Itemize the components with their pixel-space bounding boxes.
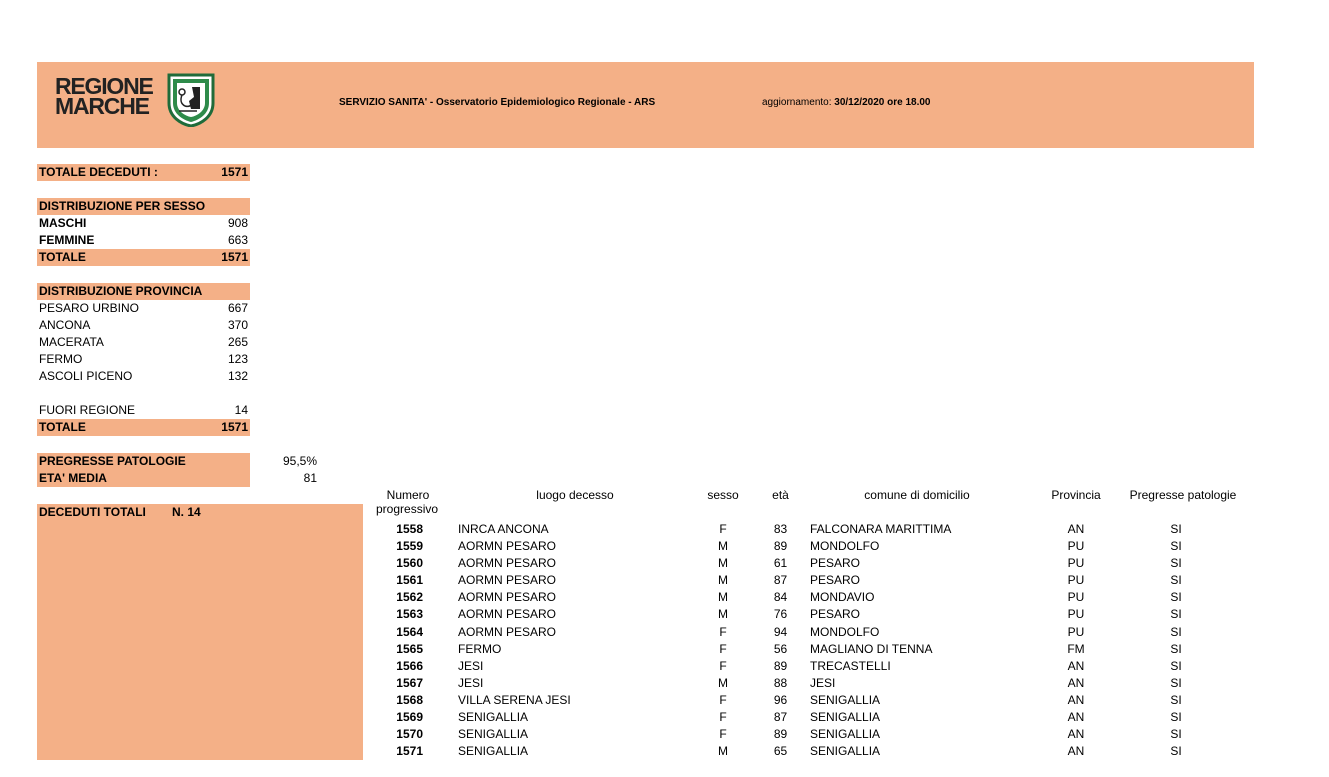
header-comune: comune di domicilio [864,488,970,502]
cell-comune: MONDAVIO [810,590,875,604]
cell-sesso: F [719,710,727,724]
cell-provincia: PU [1067,590,1085,604]
cell-numero: 1562 [396,590,423,604]
cell-patologie: SI [1170,556,1182,570]
cell-patologie: SI [1170,607,1182,621]
provincia-row [37,334,250,351]
cell-eta: 76 [773,607,788,621]
table-row [363,743,1263,760]
cell-numero: 1560 [396,556,423,570]
provincia-value: 370 [227,318,248,332]
provincia-totale-value: 1571 [221,420,248,434]
cell-provincia: AN [1067,676,1085,690]
pregresse-value: 95,5% [282,454,317,468]
table-row [363,624,1263,641]
cell-comune: SENIGALLIA [810,727,881,741]
service-title: SERVIZIO SANITA' - Osservatorio Epidemiologico Regionale - ARS [339,97,656,108]
provincia-label: ASCOLI PICENO [39,369,133,383]
cell-comune: SENIGALLIA [810,693,881,707]
cell-patologie: SI [1170,659,1182,673]
table-row [363,521,1263,538]
cell-eta: 89 [773,659,788,673]
cell-eta: 65 [773,744,788,758]
cell-numero: 1561 [396,573,423,587]
cell-comune: TRECASTELLI [810,659,891,673]
cell-provincia: AN [1067,522,1085,536]
cell-provincia: PU [1067,573,1085,587]
cell-sesso: M [718,573,728,587]
update-label: aggiornamento: [762,97,835,108]
cell-patologie: SI [1170,642,1182,656]
cell-numero: 1564 [396,625,423,639]
cell-luogo: AORMN PESARO [458,573,557,587]
cell-comune: FALCONARA MARITTIMA [810,522,952,536]
cell-eta: 87 [773,573,788,587]
cell-numero: 1566 [396,659,423,673]
cell-provincia: AN [1067,659,1085,673]
sesso-totale-row [37,249,250,266]
cell-luogo: SENIGALLIA [458,727,529,741]
provincia-label: ANCONA [39,318,91,332]
cell-sesso: M [718,556,728,570]
shield-emblem-icon [167,73,215,127]
cell-luogo: VILLA SERENA JESI [458,693,571,707]
sesso-totale-label: TOTALE [39,250,86,264]
cell-comune: SENIGALLIA [810,744,881,758]
cell-luogo: AORMN PESARO [458,539,557,553]
cell-numero: 1570 [396,727,423,741]
femmine-value: 663 [227,233,248,247]
cell-eta: 61 [773,556,788,570]
pregresse-label: PREGRESSE PATOLOGIE [39,454,186,468]
provincia-label: FERMO [39,352,83,366]
cell-eta: 89 [773,727,788,741]
femmine-row [37,232,250,249]
logo-line-2: MARCHE [55,93,149,119]
cell-luogo: AORMN PESARO [458,625,557,639]
cell-eta: 96 [773,693,788,707]
header-eta: età [772,488,789,502]
cell-comune: PESARO [810,607,861,621]
cell-numero: 1559 [396,539,423,553]
table-row [363,709,1263,726]
fuori-regione-value: 14 [234,403,248,417]
cell-provincia: PU [1067,625,1085,639]
header-numero [363,488,453,516]
cell-patologie: SI [1170,539,1182,553]
deceduti-totali-label: DECEDUTI TOTALI [39,505,146,519]
cell-provincia: FM [1067,642,1085,656]
table-row [363,692,1263,709]
cell-sesso: F [719,642,727,656]
cell-patologie: SI [1170,625,1182,639]
totale-deceduti-label: TOTALE DECEDUTI : [39,165,158,179]
cell-sesso: F [719,727,727,741]
cell-eta: 88 [773,676,788,690]
cell-comune: MAGLIANO DI TENNA [810,642,933,656]
provincia-label: PESARO URBINO [39,301,140,315]
table-row [363,675,1263,692]
totale-deceduti-row [37,164,250,181]
cell-luogo: AORMN PESARO [458,556,557,570]
sesso-totale-value: 1571 [221,250,248,264]
cell-numero: 1565 [396,642,423,656]
cell-numero: 1571 [396,744,423,758]
header-provincia: Provincia [1051,488,1101,502]
fuori-regione-label: FUORI REGIONE [39,403,136,417]
cell-luogo: JESI [458,659,484,673]
cell-eta: 56 [773,642,788,656]
provincia-row [37,300,250,317]
table-row [363,572,1263,589]
update-info [762,97,930,108]
cell-comune: SENIGALLIA [810,710,881,724]
cell-provincia: AN [1067,693,1085,707]
logo-line-1: REGIONE [55,73,153,99]
cell-eta: 87 [773,710,788,724]
cell-luogo: FERMO [458,642,502,656]
maschi-value: 908 [227,216,248,230]
cell-patologie: SI [1170,522,1182,536]
update-value: 30/12/2020 ore 18.00 [834,97,931,108]
header-sesso: sesso [707,488,739,502]
cell-eta: 94 [773,625,788,639]
provincia-title-row [37,283,250,300]
cell-numero: 1568 [396,693,423,707]
cell-provincia: AN [1067,744,1085,758]
cell-luogo: INRCA ANCONA [458,522,549,536]
cell-luogo: AORMN PESARO [458,607,557,621]
provincia-value: 265 [227,335,248,349]
cell-comune: JESI [810,676,836,690]
header-patologie: Pregresse patologie [1129,488,1237,502]
table-row [363,606,1263,623]
cell-provincia: AN [1067,727,1085,741]
cell-provincia: PU [1067,539,1085,553]
cell-eta: 83 [773,522,788,536]
cell-provincia: PU [1067,607,1085,621]
provincia-value: 132 [227,369,248,383]
cell-sesso: F [719,625,727,639]
fuori-regione-row [37,402,250,419]
cell-patologie: SI [1170,590,1182,604]
regione-marche-logo [55,73,225,129]
cell-comune: PESARO [810,573,861,587]
cell-luogo: JESI [458,676,484,690]
cell-sesso: M [718,590,728,604]
cell-provincia: PU [1067,556,1085,570]
cell-sesso: M [718,539,728,553]
femmine-label: FEMMINE [39,233,95,247]
cell-patologie: SI [1170,727,1182,741]
cell-comune: PESARO [810,556,861,570]
sesso-title-row [37,198,250,215]
table-row [363,658,1263,675]
cell-patologie: SI [1170,744,1182,758]
eta-media-value: 81 [303,471,317,485]
cell-sesso: M [718,744,728,758]
provincia-value: 123 [227,352,248,366]
provincia-totale-row [37,419,250,436]
cell-sesso: M [718,676,728,690]
cell-numero: 1567 [396,676,423,690]
table-row [363,538,1263,555]
provincia-title: DISTRIBUZIONE PROVINCIA [39,284,203,298]
header-luogo: luogo decesso [536,488,614,502]
provincia-value: 667 [227,301,248,315]
sesso-title: DISTRIBUZIONE PER SESSO [39,199,206,213]
cell-numero: 1563 [396,607,423,621]
table-row [363,555,1263,572]
cell-patologie: SI [1170,573,1182,587]
maschi-label: MASCHI [39,216,87,230]
table-row [363,589,1263,606]
header-numero-line1: Numero [386,488,430,502]
cell-patologie: SI [1170,693,1182,707]
eta-media-label: ETA' MEDIA [39,471,107,485]
cell-luogo: SENIGALLIA [458,744,529,758]
deceduti-totali-box [37,504,363,760]
provincia-label: MACERATA [39,335,104,349]
provincia-row [37,368,250,385]
table-row [363,641,1263,658]
cell-sesso: F [719,693,727,707]
header-numero-line2: progressivo [376,502,439,516]
cell-eta: 89 [773,539,788,553]
cell-luogo: AORMN PESARO [458,590,557,604]
cell-comune: MONDOLFO [810,539,880,553]
totale-deceduti-value: 1571 [221,165,248,179]
deceduti-totali-value: N. 14 [172,505,201,519]
provincia-totale-label: TOTALE [39,420,86,434]
maschi-row [37,215,250,232]
table-row [363,726,1263,743]
cell-sesso: F [719,522,727,536]
cell-numero: 1558 [396,522,423,536]
cell-luogo: SENIGALLIA [458,710,529,724]
cell-sesso: M [718,607,728,621]
cell-comune: MONDOLFO [810,625,880,639]
cell-provincia: AN [1067,710,1085,724]
provincia-row [37,351,250,368]
provincia-row [37,317,250,334]
cell-patologie: SI [1170,710,1182,724]
cell-sesso: F [719,659,727,673]
cell-numero: 1569 [396,710,423,724]
cell-patologie: SI [1170,676,1182,690]
cell-eta: 84 [773,590,788,604]
